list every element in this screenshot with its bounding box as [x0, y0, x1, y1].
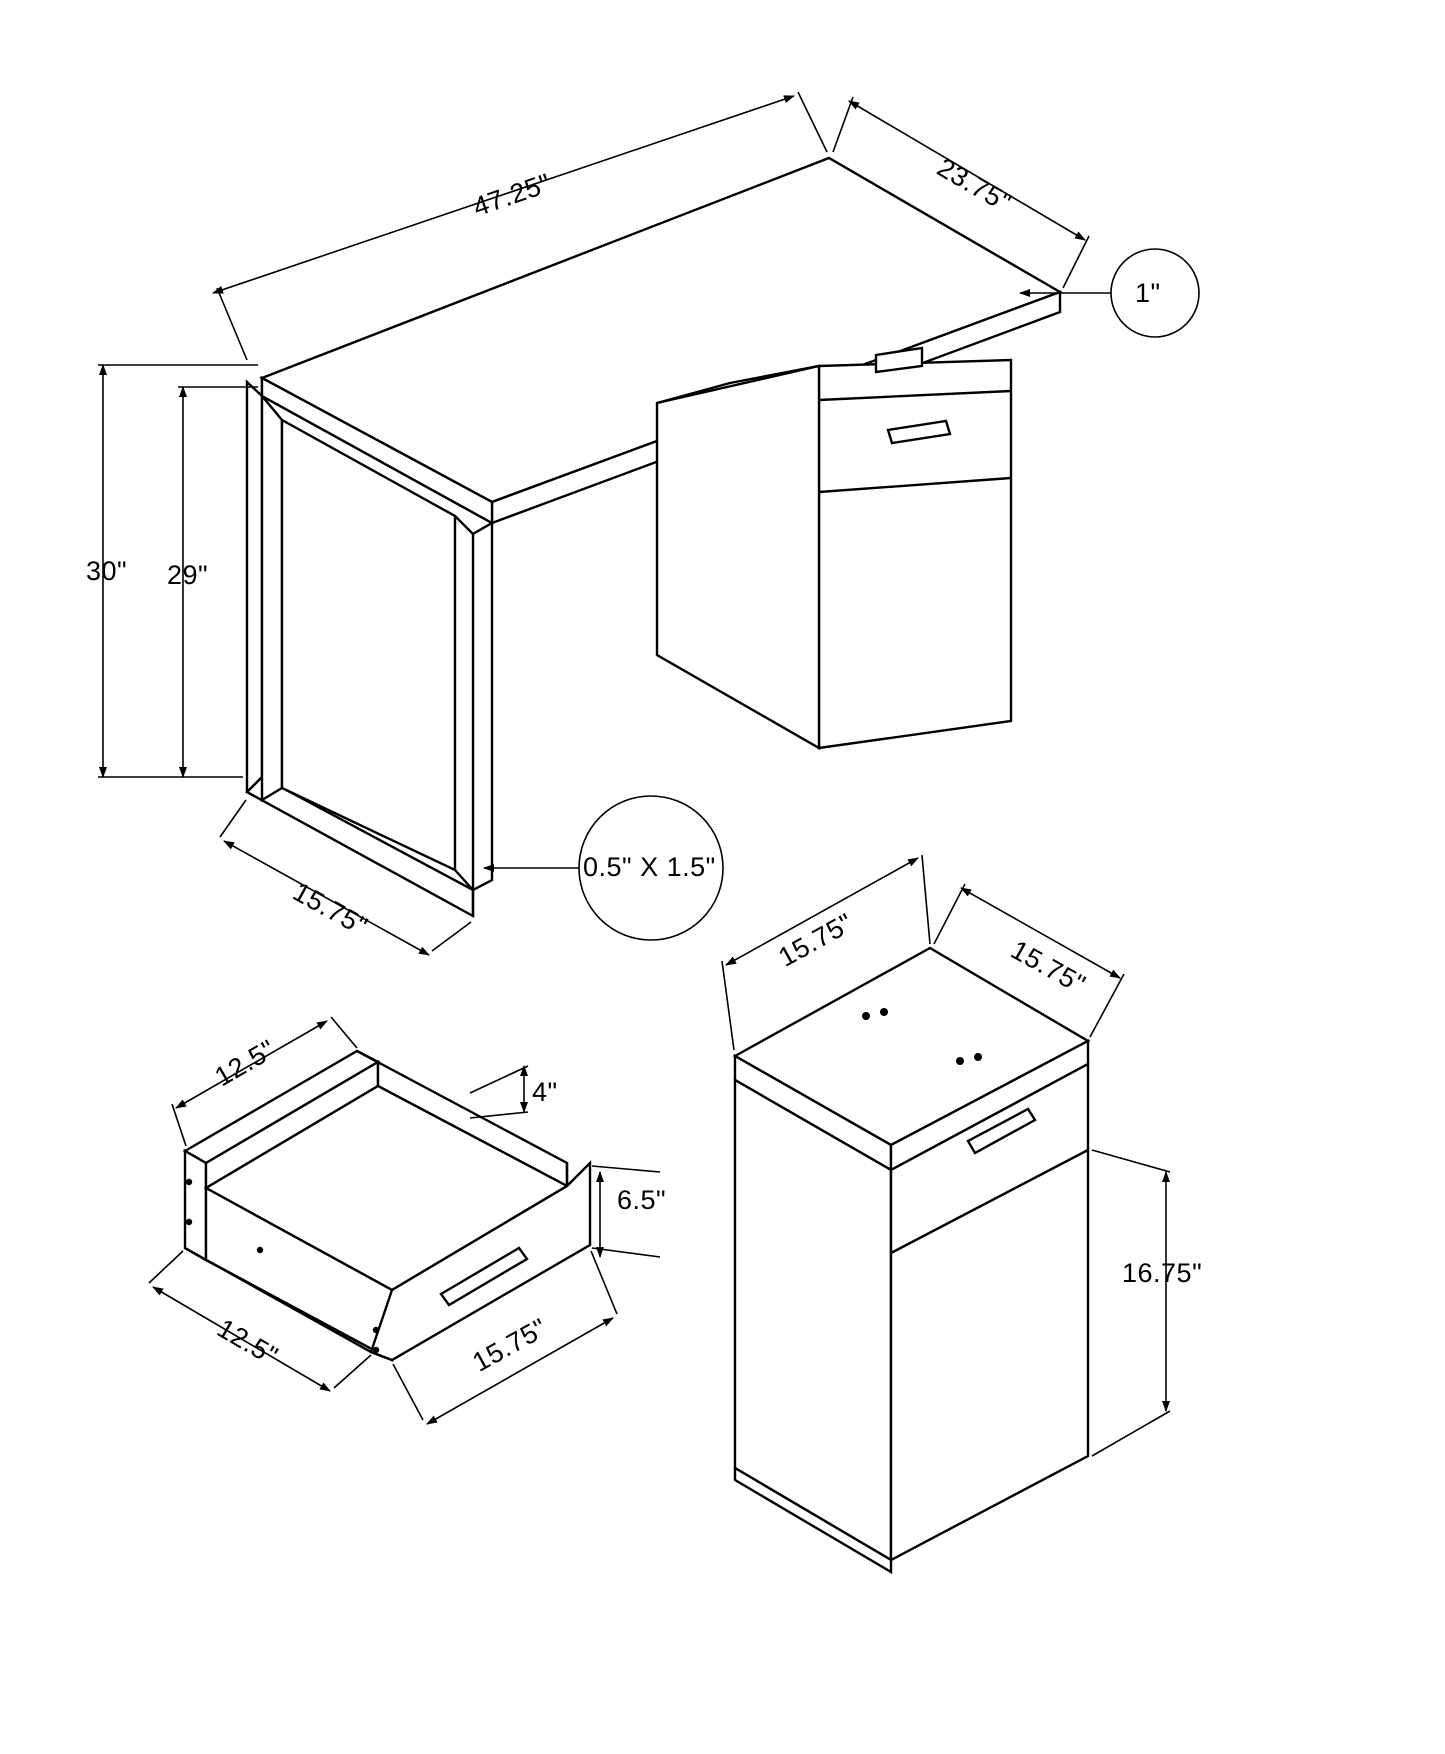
dim-label-desk-width: 47.25"	[469, 167, 555, 223]
ext-drawer-rim-a	[470, 1066, 528, 1093]
dim-label-leg-depth: 15.75"	[287, 876, 373, 942]
cabinet-hole-dot-3	[956, 1057, 964, 1065]
ext-leg-depth-left	[220, 800, 246, 837]
ext-cabinet-height-b	[1092, 1411, 1170, 1456]
ext-drawer-front-width-b	[591, 1251, 617, 1314]
dim-label-leg-height: 29"	[167, 560, 209, 590]
dim-label-drawer-side-depth: 12.5"	[209, 1033, 281, 1093]
drawer-screw-dot-2	[186, 1219, 192, 1225]
cabinet-hole-dot-4	[974, 1053, 982, 1061]
ext-drawer-front-width-a	[393, 1364, 423, 1420]
drawer-screw-dot-4	[373, 1327, 379, 1333]
ext-cabinet-height-a	[1092, 1150, 1170, 1172]
dim-label-cabinet-height: 16.75"	[1122, 1258, 1203, 1288]
desk-cabinet-front	[819, 360, 1011, 748]
ext-desk-depth-right	[1063, 236, 1089, 288]
dim-label-top-thickness: 1"	[1135, 278, 1161, 308]
dim-label-cabinet-depth: 15.75"	[773, 907, 859, 973]
dim-label-drawer-front-height: 6.5"	[617, 1185, 667, 1215]
ext-desk-width-right	[798, 92, 827, 152]
dim-label-cabinet-width: 15.75"	[1005, 934, 1091, 1000]
ext-drawer-side-top-b	[331, 1017, 357, 1048]
desk-leg-right-post	[473, 523, 492, 916]
dim-label-drawer-back-width: 12.5"	[212, 1312, 284, 1372]
drawer-screw-dot-3	[257, 1247, 263, 1253]
ext-cabinet-depth-b	[922, 855, 930, 944]
drawer-view	[185, 1051, 590, 1360]
ext-drawer-left-bottom-a	[149, 1251, 183, 1283]
cabinet-hole-dot-1	[862, 1012, 870, 1020]
dim-label-leg-profile: 0.5" X 1.5"	[583, 852, 716, 882]
desk-leg-detail-lines	[455, 516, 473, 890]
ext-drawer-side-top-a	[172, 1104, 186, 1146]
drawer-screw-dot-1	[186, 1179, 192, 1185]
ext-desk-depth-left	[833, 97, 853, 152]
drawer-left-side-outer	[185, 1151, 206, 1260]
drawer-screw-dot-5	[373, 1347, 379, 1353]
cabinet-view	[735, 948, 1088, 1572]
dim-label-desk-depth: 23.75"	[932, 152, 1017, 219]
desk-leg-left-outer-post	[247, 382, 262, 800]
dim-label-overall-height: 30"	[86, 556, 128, 586]
ext-drawer-front-b	[592, 1248, 660, 1257]
ext-drawer-left-bottom-b	[334, 1355, 371, 1388]
ext-cabinet-depth-a	[722, 961, 734, 1050]
dim-label-drawer-box-height: 4"	[532, 1077, 558, 1107]
dim-label-drawer-front-width: 15.75"	[467, 1312, 553, 1378]
ext-desk-width-left	[217, 288, 247, 360]
ext-leg-depth-right	[432, 922, 471, 951]
ext-cabinet-width-a	[934, 884, 965, 944]
desk-leg-inner-face	[262, 396, 282, 800]
ext-drawer-front-a	[592, 1166, 660, 1172]
ext-cabinet-width-b	[1090, 974, 1124, 1037]
cabinet-hole-dot-2	[880, 1008, 888, 1016]
desk-cabinet-side-panel	[657, 366, 819, 748]
